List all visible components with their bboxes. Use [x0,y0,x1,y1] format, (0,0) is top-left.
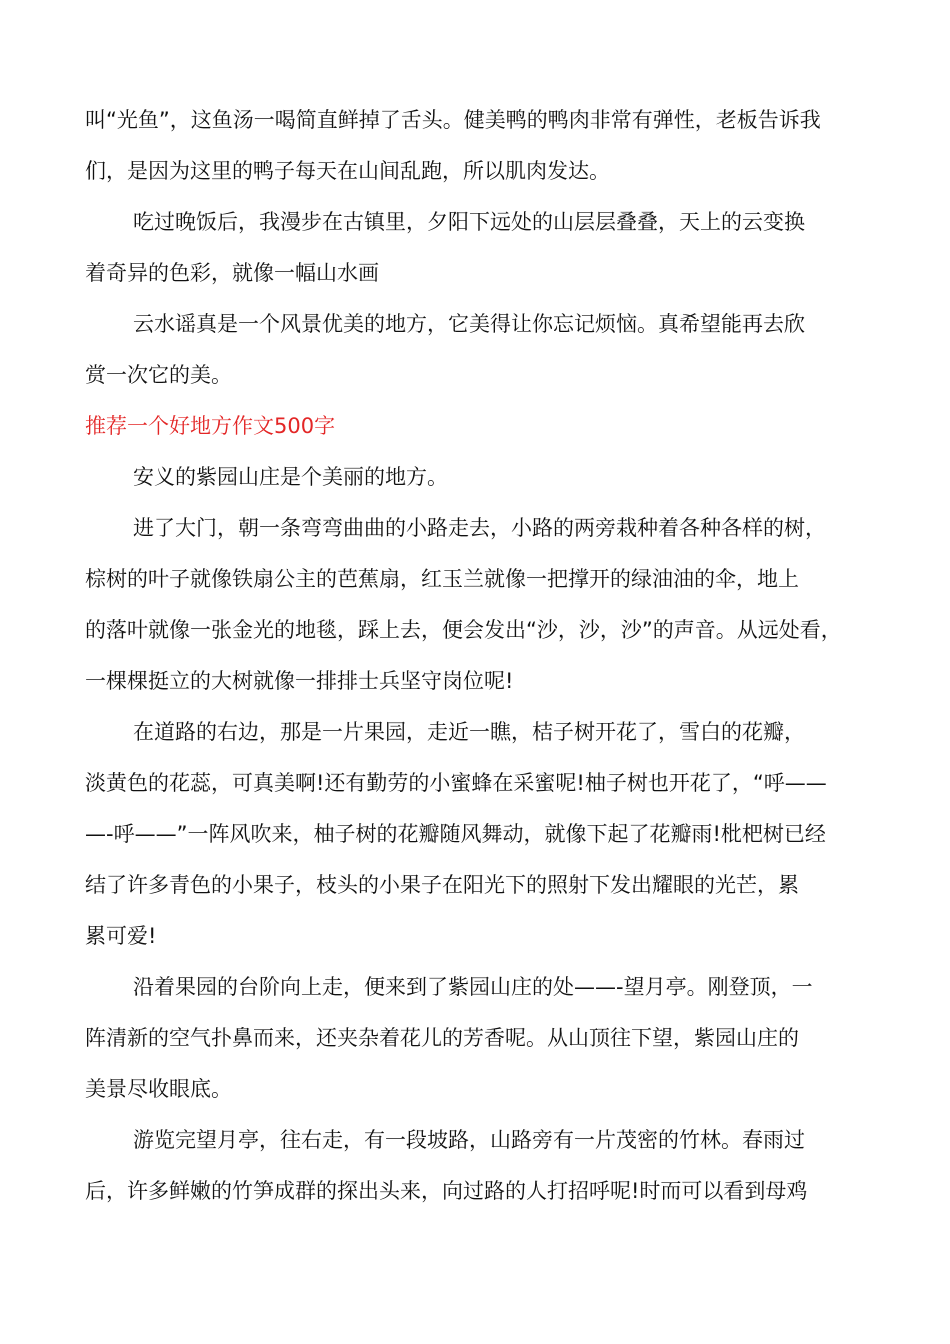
paragraph-start: 进了大门，朝一条弯弯曲曲的小路走去，小路的两旁栽种着各种各样的树， [133,516,826,540]
text-line: 结了许多青色的小果子，枝头的小果子在阳光下的照射下发出耀眼的光芒，累 [85,873,799,897]
text-line: 叫“光鱼”，这鱼汤一喝简直鲜掉了舌头。健美鸭的鸭肉非常有弹性，老板告诉我 [85,108,821,132]
document-page [85,95,875,1217]
paragraph-start: 吃过晚饭后，我漫步在古镇里，夕阳下远处的山层层叠叠，天上的云变换 [133,210,805,234]
text-line: —-呼——”一阵风吹来，柚子树的花瓣随风舞动，就像下起了花瓣雨!枇杷树已经 [85,822,826,846]
text-line: 着奇异的色彩，就像一幅山水画 [85,261,379,285]
text-line: 们，是因为这里的鸭子每天在山间乱跑，所以肌肉发达。 [85,159,610,183]
paragraph-start: 云水谣真是一个风景优美的地方，它美得让你忘记烦恼。真希望能再去欣 [133,312,805,336]
text-line: 赏一次它的美。 [85,363,232,387]
section-heading: 推荐一个好地方作文500字 [85,414,336,438]
paragraph-start: 在道路的右边，那是一片果园，走近一瞧，桔子树开花了，雪白的花瓣， [133,720,805,744]
paragraph-start: 沿着果园的台阶向上走，便来到了紫园山庄的处——-望月亭。刚登顶，一 [133,975,813,999]
text-line: 一棵棵挺立的大树就像一排排士兵坚守岗位呢! [85,669,514,693]
text-line: 累可爱! [85,924,157,948]
text-line: 后，许多鲜嫩的竹笋成群的探出头来，向过路的人打招呼呢!时而可以看到母鸡 [85,1179,808,1203]
text-line: 棕树的叶子就像铁扇公主的芭蕉扇，红玉兰就像一把撑开的绿油油的伞，地上 [85,567,799,591]
paragraph-start: 安义的紫园山庄是个美丽的地方。 [133,465,448,489]
text-line: 的落叶就像一张金光的地毯，踩上去，便会发出“沙，沙，沙”的声音。从远处看， [85,618,842,642]
text-line: 美景尽收眼底。 [85,1077,232,1101]
text-line: 淡黄色的花蕊，可真美啊!还有勤劳的小蜜蜂在采蜜呢!柚子树也开花了，“呼—— [85,771,827,795]
text-line: 阵清新的空气扑鼻而来，还夹杂着花儿的芳香呢。从山顶往下望，紫园山庄的 [85,1026,799,1050]
paragraph-start: 游览完望月亭，往右走，有一段坡路，山路旁有一片茂密的竹林。春雨过 [133,1128,805,1152]
